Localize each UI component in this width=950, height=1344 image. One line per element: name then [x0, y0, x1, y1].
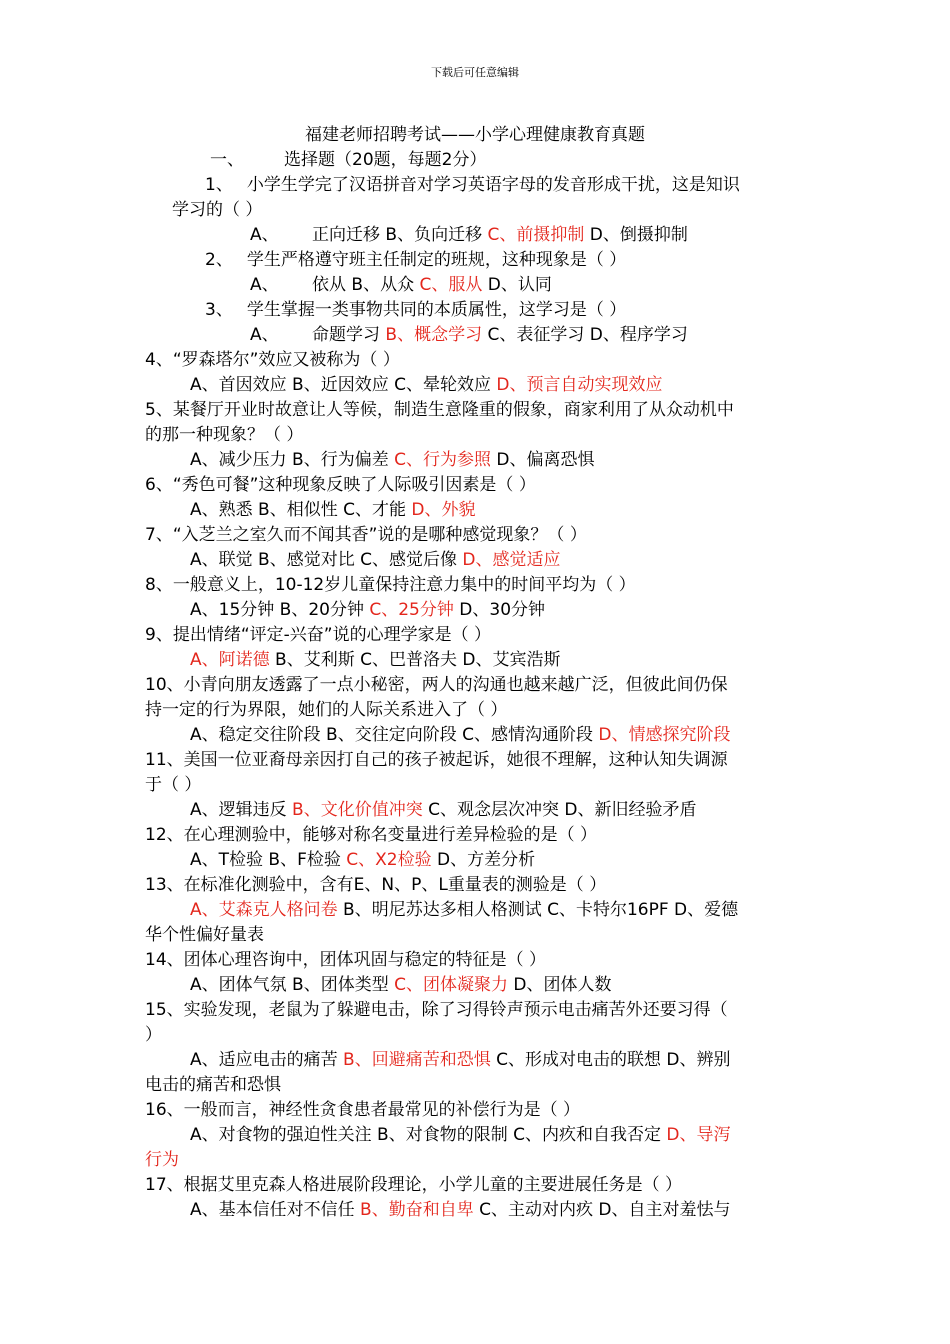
question-4-options: A、首因效应 B、近因效应 C、晕轮效应 D、预言自动实现效应 — [190, 375, 663, 395]
question-9-stem: 9、提出情绪“评定-兴奋”说的心理学家是（ ） — [145, 625, 491, 645]
question-1-stem: 1、 小学生学完了汉语拼音对学习英语字母的发音形成干扰，这是知识 — [205, 175, 740, 195]
question-11-options: A、逻辑违反 B、文化价值冲突 C、观念层次冲突 D、新旧经验矛盾 — [190, 800, 697, 820]
question-3-options: A、 命题学习 B、概念学习 C、表征学习 D、程序学习 — [250, 325, 688, 345]
answer: B、勤奋和自卑 — [360, 1200, 474, 1220]
answer: D、外貌 — [411, 500, 476, 520]
answer: D、导泻 — [666, 1125, 731, 1145]
question-17-options: A、基本信任对不信任 B、勤奋和自卑 C、主动对内疚 D、自主对羞怯与 — [190, 1200, 731, 1220]
question-4-stem: 4、“罗森塔尔”效应又被称为（ ） — [145, 350, 400, 370]
question-1-options: A、 正向迁移 B、负向迁移 C、前摄抑制 D、倒摄抑制 — [250, 225, 688, 245]
question-17-stem: 17、根据艾里克森人格进展阶段理论，小学儿童的主要进展任务是（ ） — [145, 1175, 683, 1195]
question-16-answer-cont: 行为 — [145, 1150, 179, 1170]
question-1-stem-cont: 学习的（ ） — [172, 200, 263, 220]
question-13-options-cont: 华个性偏好量表 — [145, 925, 264, 945]
answer: D、感觉适应 — [462, 550, 561, 570]
question-8-options: A、15分钟 B、20分钟 C、25分钟 D、30分钟 — [190, 600, 546, 620]
question-6-options: A、熟悉 B、相似性 C、才能 D、外貌 — [190, 500, 476, 520]
question-11-stem: 11、美国一位亚裔母亲因打自己的孩子被起诉，她很不理解，这种认知失调源 — [145, 750, 728, 770]
answer: C、服从 — [419, 275, 483, 295]
question-15-stem: 15、实验发现，老鼠为了躲避电击，除了习得铃声预示电击痛苦外还要习得（ — [145, 1000, 728, 1020]
question-12-options: A、T检验 B、F检验 C、X2检验 D、方差分析 — [190, 850, 536, 870]
answer: A、阿诺德 — [190, 650, 270, 670]
question-5-options: A、减少压力 B、行为偏差 C、行为参照 D、偏离恐惧 — [190, 450, 595, 470]
question-11-stem-cont: 于（ ） — [145, 775, 202, 795]
question-5-stem-cont: 的那一种现象？（ ） — [145, 425, 304, 445]
question-6-stem: 6、“秀色可餐”这种现象反映了人际吸引因素是（ ） — [145, 475, 536, 495]
section-title: 选择题（20题，每题2分） — [284, 150, 487, 170]
question-7-stem: 7、“入芝兰之室久而不闻其香”说的是哪种感觉现象？（ ） — [145, 525, 587, 545]
question-15-options-cont: 电击的痛苦和恐惧 — [145, 1075, 281, 1095]
question-5-stem: 5、某餐厅开业时故意让人等候，制造生意隆重的假象，商家利用了从众动机中 — [145, 400, 734, 420]
header-note: 下载后可任意编辑 — [431, 66, 519, 79]
question-10-stem-cont: 持一定的行为界限，她们的人际关系进入了（ ） — [145, 700, 508, 720]
question-3-stem: 3、 学生掌握一类事物共同的本质属性，这学习是（ ） — [205, 300, 627, 320]
question-2-stem: 2、 学生严格遵守班主任制定的班规，这种现象是（ ） — [205, 250, 627, 270]
question-2-options: A、 依从 B、从众 C、服从 D、认同 — [250, 275, 552, 295]
question-10-stem: 10、小青向朋友透露了一点小秘密，两人的沟通也越来越广泛，但彼此间仍保 — [145, 675, 728, 695]
question-14-stem: 14、团体心理咨询中，团体巩固与稳定的特征是（ ） — [145, 950, 547, 970]
page-title: 福建老师招聘考试——小学心理健康教育真题 — [305, 125, 645, 145]
question-15-stem-cont: ） — [145, 1025, 162, 1045]
answer: B、回避痛苦和恐惧 — [343, 1050, 491, 1070]
section-number: 一、 — [210, 150, 244, 170]
question-16-stem: 16、一般而言，神经性贪食患者最常见的补偿行为是（ ） — [145, 1100, 581, 1120]
answer: C、行为参照 — [394, 450, 491, 470]
question-7-options: A、联觉 B、感觉对比 C、感觉后像 D、感觉适应 — [190, 550, 561, 570]
question-10-options: A、稳定交往阶段 B、交往定向阶段 C、感情沟通阶段 D、情感探究阶段 — [190, 725, 731, 745]
answer: B、概念学习 — [385, 325, 483, 345]
answer: C、25分钟 — [369, 600, 454, 620]
answer: D、情感探究阶段 — [598, 725, 731, 745]
question-9-options: A、阿诺德 B、艾利斯 C、巴普洛夫 D、艾宾浩斯 — [190, 650, 561, 670]
answer: A、艾森克人格问卷 — [190, 900, 338, 920]
question-15-options: A、适应电击的痛苦 B、回避痛苦和恐惧 C、形成对电击的联想 D、辨别 — [190, 1050, 731, 1070]
question-8-stem: 8、一般意义上，10-12岁儿童保持注意力集中的时间平均为（ ） — [145, 575, 636, 595]
answer: D、预言自动实现效应 — [496, 375, 663, 395]
question-14-options: A、团体气氛 B、团体类型 C、团体凝聚力 D、团体人数 — [190, 975, 612, 995]
answer: C、团体凝聚力 — [394, 975, 508, 995]
question-13-options: A、艾森克人格问卷 B、明尼苏达多相人格测试 C、卡特尔16PF D、爱德 — [190, 900, 739, 920]
answer: C、前摄抑制 — [487, 225, 585, 245]
question-13-stem: 13、在标准化测验中，含有E、N、P、L重量表的测验是（ ） — [145, 875, 607, 895]
answer: C、X2检验 — [346, 850, 432, 870]
question-12-stem: 12、在心理测验中，能够对称名变量进行差异检验的是（ ） — [145, 825, 598, 845]
answer: B、文化价值冲突 — [292, 800, 423, 820]
question-16-options: A、对食物的强迫性关注 B、对食物的限制 C、内疚和自我否定 D、导泻 — [190, 1125, 731, 1145]
section-heading — [210, 148, 486, 173]
